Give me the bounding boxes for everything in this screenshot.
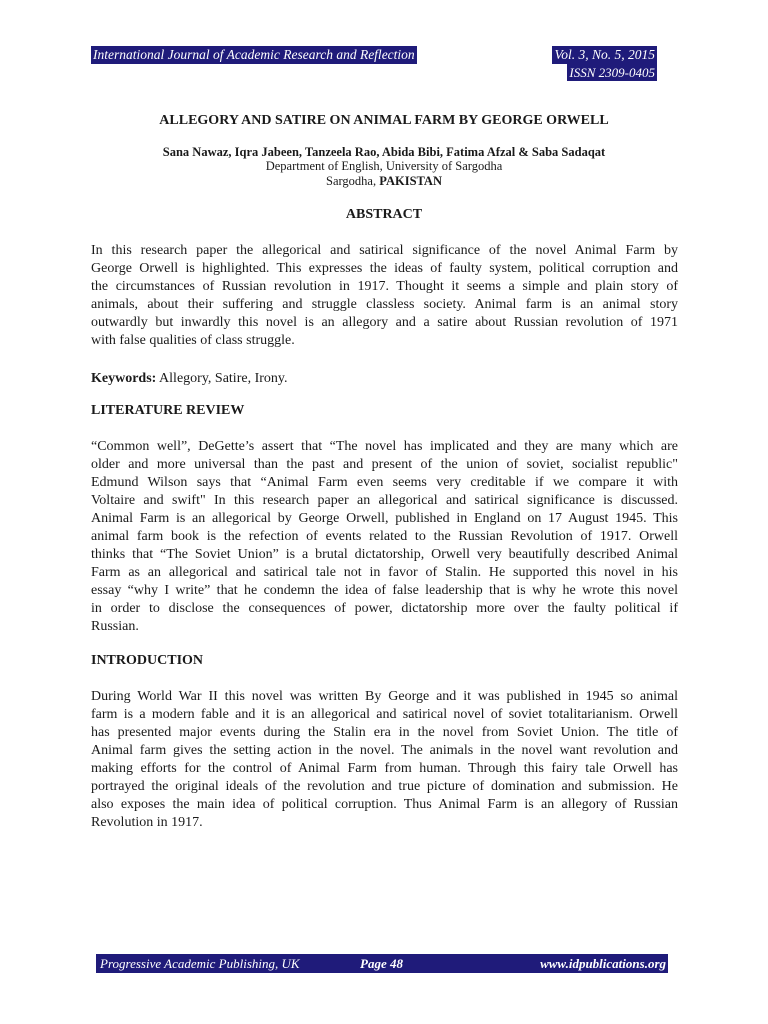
issn: ISSN 2309-0405 <box>569 65 655 80</box>
publisher-website-link[interactable]: www.idpublications.org <box>540 956 666 971</box>
introduction-line: making efforts for the control of Animal Farm from human. Through this fairy tale Orwell has <box>91 761 678 776</box>
introduction-line: portrayed the original ideals of the revolution and true picture of domination and submission. He <box>91 779 678 794</box>
abstract-line: the circumstances of Russian revolution in 1917. Thought it seems a simple and plain story of <box>91 279 678 294</box>
abstract-line: In this research paper the allegorical and satirical significance of the novel Animal Farm by <box>91 243 678 258</box>
introduction-line: Animal farm gives the setting action in the novel. The animals in the novel want revolution and <box>91 743 678 758</box>
abstract-body <box>91 242 678 350</box>
introduction-heading: INTRODUCTION <box>91 653 204 668</box>
author-list: Sana Nawaz, Iqra Jabeen, Tanzeela Rao, Abida Bibi, Fatima Afzal & Saba Sadaqat <box>162 145 606 159</box>
introduction-line: also exposes the main idea of political corruption. Thus Animal Farm is an allegory of Russian <box>91 797 678 812</box>
literature-review-line: in order to disclose the consequences of power, dictatorship more over the faulty political if <box>91 601 678 616</box>
journal-name: International Journal of Academic Research and Reflection <box>93 47 415 62</box>
keywords-label: Keywords: <box>91 371 157 386</box>
publisher-name: Progressive Academic Publishing, UK <box>100 956 300 971</box>
introduction-line: Revolution in 1917. <box>91 815 203 830</box>
literature-review-line: Edmund Wilson says that “Animal Farm even seems very creditable if we compare it with <box>91 475 678 490</box>
introduction-line: During World War II this novel was written By George and it was published in 1945 so animal <box>91 689 678 704</box>
abstract-line: animals, about their suffering and struggle classless society. Animal farm is an animal story <box>91 297 678 312</box>
page-footer <box>96 954 668 973</box>
literature-review-heading: LITERATURE REVIEW <box>91 403 245 418</box>
abstract-line: with false qualities of class struggle. <box>91 333 295 348</box>
literature-review-line: Voltaire and swift" In this research paper an allegorical and satirical significance is discussed. <box>91 493 678 508</box>
volume-info: Vol. 3, No. 5, 2015 <box>554 47 655 62</box>
page-number: Page 48 <box>360 956 403 971</box>
introduction-line: has presented major events during the Stalin era in the novel from Soviet Union. The title of <box>91 725 678 740</box>
location <box>91 174 677 189</box>
literature-review-line: Animal Farm is an allegorical by George Orwell, published in England on 17 August 1945. This <box>91 511 678 526</box>
literature-review-body <box>91 438 678 636</box>
introduction-line: farm is a modern fable and it is an allegorical and satirical novel of soviet totalitarianism. Orwell <box>91 707 678 722</box>
abstract-heading: ABSTRACT <box>345 207 423 222</box>
literature-review-line: essay “why I write” that he condemn the idea of false leadership that is why he wrote this novel <box>91 583 678 598</box>
affiliation: Department of English, University of Sargodha <box>265 159 503 173</box>
literature-review-line: Russian. <box>91 619 139 634</box>
keywords <box>91 370 287 388</box>
literature-review-line: older and more universal than the past and present of the union of soviet, socialist republic" <box>91 457 678 472</box>
literature-review-line: Farm as an allegorical and satirical tale not in favor of Stalin. He supported this novel in his <box>91 565 678 580</box>
literature-review-line: thinks that “The Soviet Union” is a brutal dictatorship, Orwell very beautifully described Animal <box>91 547 678 562</box>
location-country: PAKISTAN <box>379 174 442 188</box>
paper-title: ALLEGORY AND SATIRE ON ANIMAL FARM BY GEORGE ORWELL <box>159 113 609 128</box>
literature-review-line: “Common well”, DeGette’s assert that “The novel has implicated and they are many which are <box>91 439 678 454</box>
abstract-line: outwardly but inwardly this novel is an allegory and a satire about Russian revolution of 1971 <box>91 315 678 330</box>
abstract-line: George Orwell is highlighted. This expresses the ideas of faulty system, political corruption and <box>91 261 678 276</box>
literature-review-line: animal farm book is the refection of events related to the Russian Revolution of 1917. Orwell <box>91 529 678 544</box>
location-city: Sargodha, <box>326 174 377 188</box>
keywords-text: Allegory, Satire, Irony. <box>156 371 288 386</box>
introduction-body <box>91 688 678 832</box>
